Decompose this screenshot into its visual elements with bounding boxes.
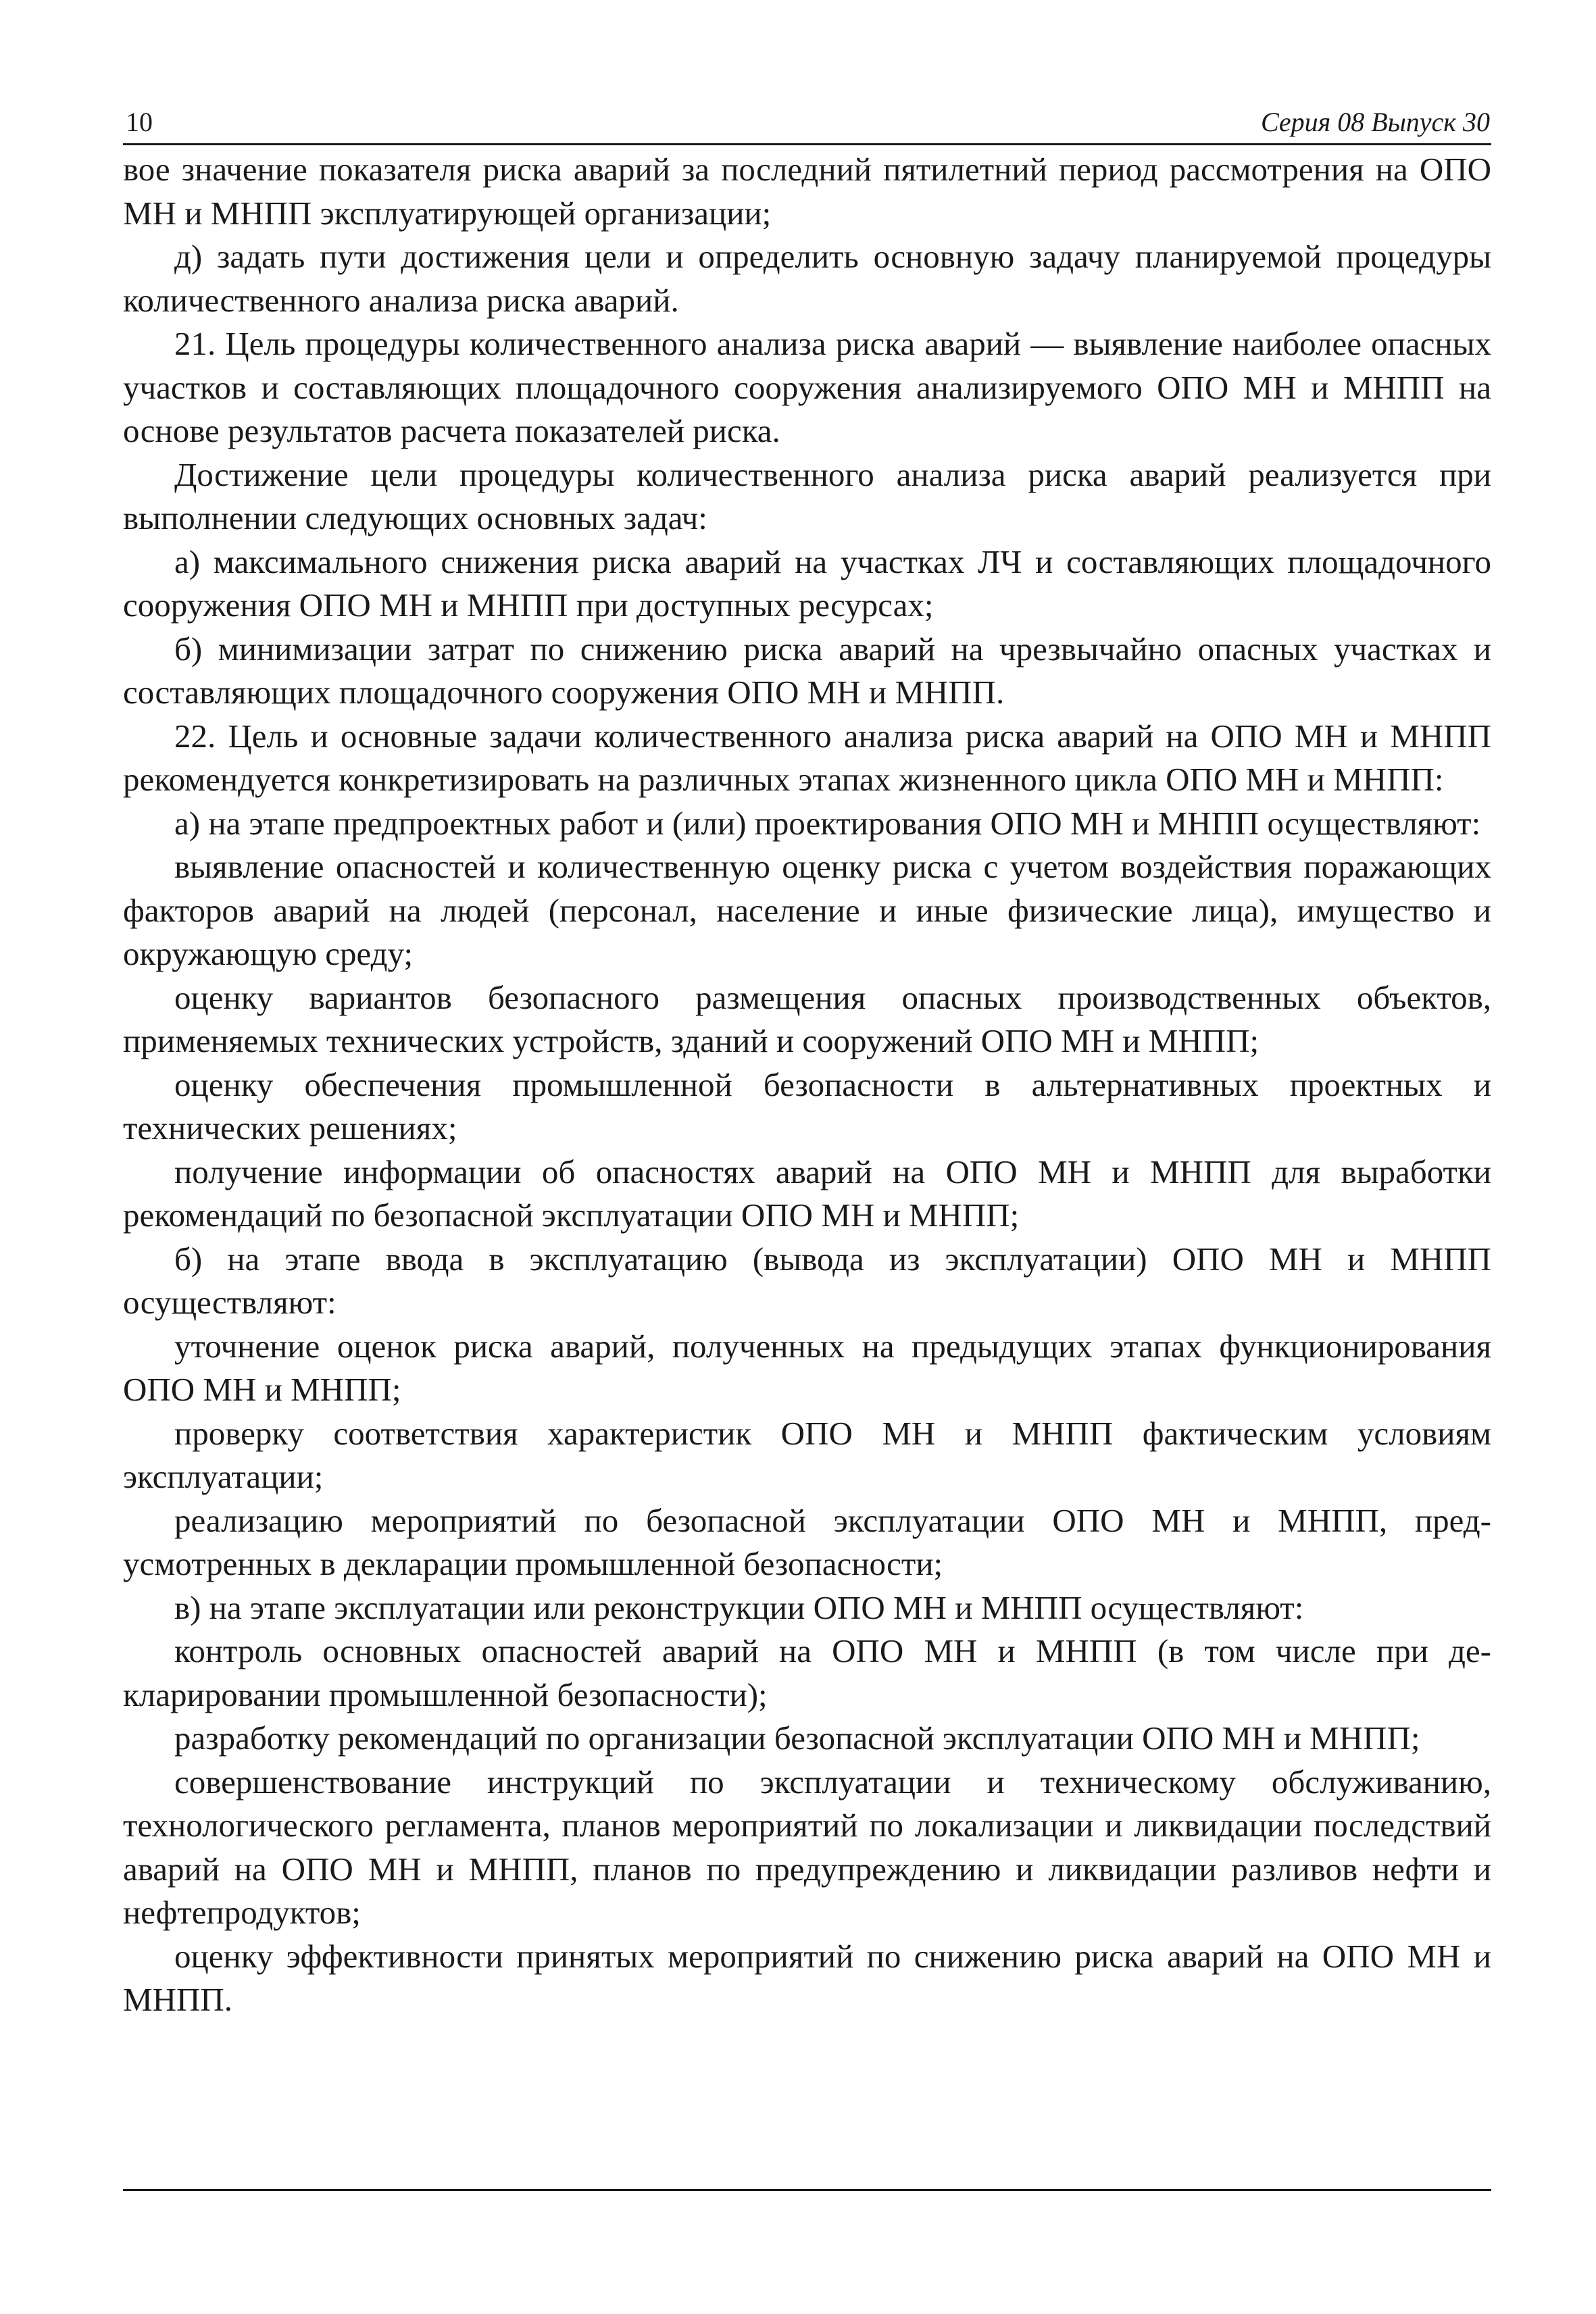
paragraph: а) максимального снижения риска аварий на участках ЛЧ и составляющих площадочного сооружения ОПО МН и МНПП при доступных ресурсах; bbox=[123, 543, 1491, 624]
document-page bbox=[123, 101, 1491, 2230]
series-title: Серия 08 Выпуск 30 bbox=[1260, 107, 1490, 137]
paragraph: контроль основных опасностей аварий на ОПО МН и МНПП (в том числе при декларировании промышленной безопасности); bbox=[123, 1632, 1491, 1713]
paragraph: уточнение оценок риска аварий, полученных на предыдущих этапах функционирования ОПО МН и МНПП; bbox=[123, 1327, 1491, 1408]
body-text bbox=[123, 148, 1491, 2022]
paragraph: разработку рекомендаций по организации безопасной эксплуатации ОПО МН и МНПП; bbox=[174, 1719, 1420, 1757]
paragraph: б) на этапе ввода в эксплуатацию (вывода из эксплуатации) ОПО МН и МНПП осуществляют: bbox=[123, 1240, 1491, 1321]
paragraph: 21. Цель процедуры количественного анализа риска аварий — выявление наиболее опасных участков и составляющих площадочного сооружения анализируемого ОПО МН и МНПП на основе результатов расчета показателей риска. bbox=[123, 325, 1491, 449]
paragraph: оценку эффективности принятых мероприятий по снижению риска аварий на ОПО МН и МНПП. bbox=[123, 1937, 1491, 2018]
paragraph: д) задать пути достижения цели и определить основную задачу планируемой процедуры количественного анализа риска аварий. bbox=[123, 238, 1491, 319]
paragraph: вое значение показателя риска аварий за последний пятилетний период рассмотрения на ОПО МН и МНПП эксплуатирующей организации; bbox=[123, 151, 1491, 232]
paragraph: оценку обеспечения промышленной безопасности в альтернативных проектных и технических решениях; bbox=[123, 1065, 1491, 1147]
paragraph: проверку соответствия характеристик ОПО МН и МНПП фактическим условиям эксплуатации; bbox=[123, 1414, 1491, 1495]
paragraph: совершенствование инструкций по эксплуатации и техническому обслуживанию, технологического регламента, планов мероприятий по локализации и ликвидации последствий аварий на ОПО МН и МНПП, планов по предупреждению и ликвидации разливов нефти и нефтепродуктов; bbox=[123, 1763, 1491, 1931]
paragraph: б) минимизации затрат по снижению риска аварий на чрезвычайно опасных участках и составляющих площадочного сооружения ОПО МН и МНПП. bbox=[123, 630, 1491, 711]
footer-rule bbox=[123, 2189, 1491, 2191]
paragraph: а) на этапе предпроектных работ и (или) проектирования ОПО МН и МНПП осуществляют: bbox=[174, 804, 1481, 842]
paragraph: выявление опасностей и количественную оценку риска с учетом воздействия поражающих факторов аварий на людей (персонал, население и иные физические лица), имущество и окружающую среду; bbox=[123, 848, 1491, 972]
paragraph: оценку вариантов безопасного размещения опасных производственных объектов, применяемых технических устройств, зданий и сооружений ОПО МН и МНПП; bbox=[123, 978, 1491, 1059]
paragraph: получение информации об опасностях аварий на ОПО МН и МНПП для выработки рекомендаций по безопасной эксплуатации ОПО МН и МНПП; bbox=[123, 1153, 1491, 1234]
paragraph: 22. Цель и основные задачи количественного анализа риска аварий на ОПО МН и МНПП рекомендуется конкретизировать на различных этапах жизненного цикла ОПО МН и МНПП: bbox=[123, 717, 1491, 798]
page-number: 10 bbox=[126, 107, 153, 137]
paragraph: Достижение цели процедуры количественного анализа риска аварий реализуется при выполнении следующих основных задач: bbox=[123, 455, 1491, 536]
paragraph: в) на этапе эксплуатации или реконструкции ОПО МН и МНПП осуществляют: bbox=[174, 1588, 1304, 1626]
running-header bbox=[123, 101, 1491, 145]
paragraph: реализацию мероприятий по безопасной эксплуатации ОПО МН и МНПП, предусмотренных в декларации промышленной безопасности; bbox=[123, 1501, 1491, 1582]
